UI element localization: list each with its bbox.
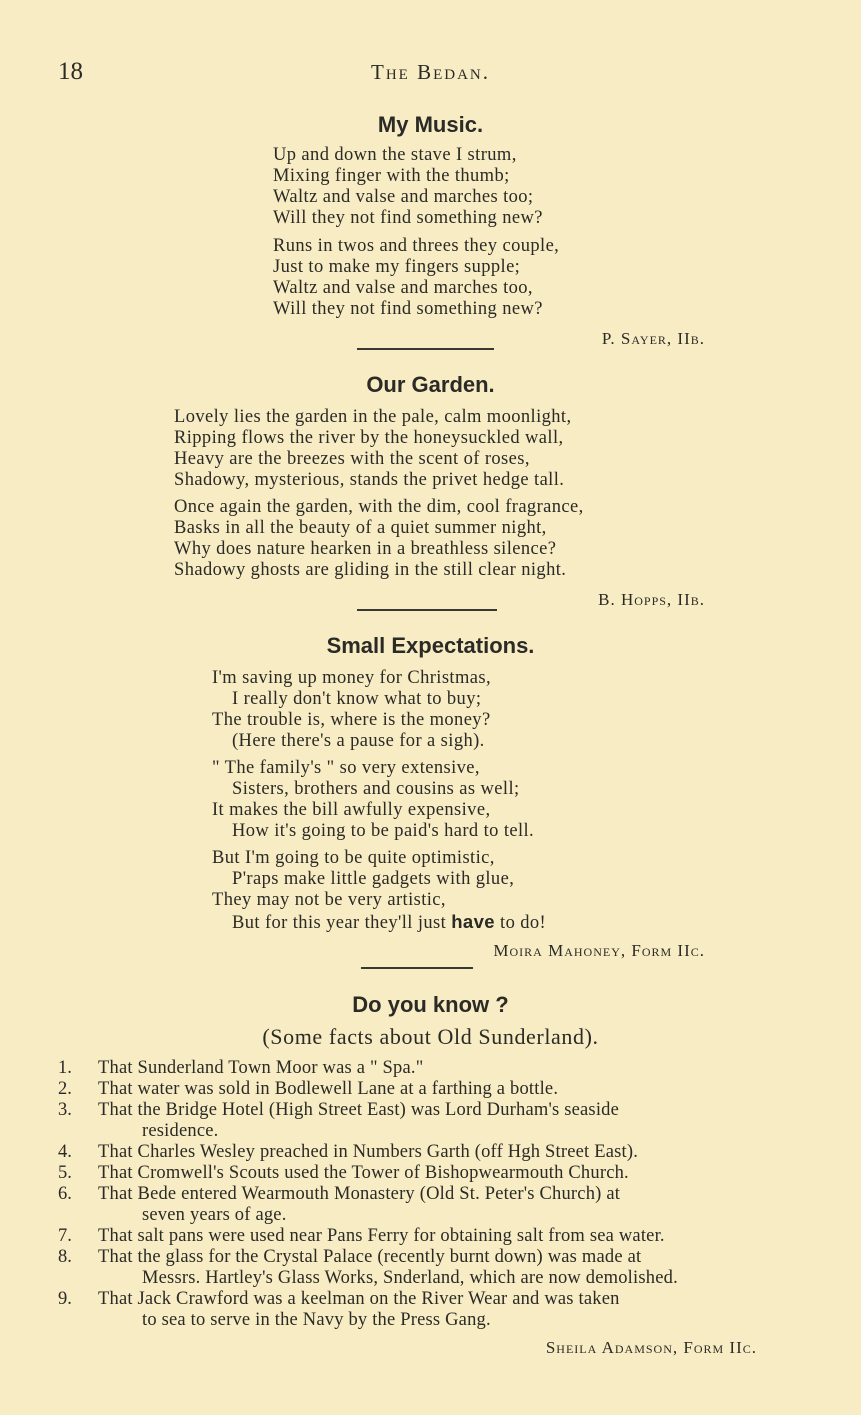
list-item-number: 6. [58, 1184, 72, 1204]
section-author-do-you-know: Sheila Adamson, Form IIc. [545, 1338, 757, 1357]
list-item-number: 1. [58, 1058, 72, 1078]
list-item [58, 1058, 818, 1079]
running-title: The Bedan. [371, 60, 490, 84]
poem-line: Ripping flows the river by the honeysuckled wall, [174, 428, 564, 448]
poem-line [212, 911, 546, 934]
list-item-text: That the Bridge Hotel (High Street East) was Lord Durham's seaside [98, 1100, 620, 1120]
poem-author-our-garden: B. Hopps, IIb. [598, 590, 705, 609]
poem-line: Will they not find something new? [273, 208, 543, 228]
list-item [58, 1184, 818, 1226]
list-item [58, 1079, 818, 1100]
list-item-number: 4. [58, 1142, 72, 1162]
list-item-continuation: Messrs. Hartley's Glass Works, Snderland, which are now demolished. [142, 1268, 678, 1288]
emphasis-have: have [451, 911, 495, 932]
list-item-text: That Cromwell's Scouts used the Tower of Bishopwearmouth Church. [98, 1163, 629, 1183]
list-item-continuation: seven years of age. [142, 1205, 287, 1225]
poem-author-small-expectations: Moira Mahoney, Form IIc. [493, 941, 705, 960]
list-item-continuation: to sea to serve in the Navy by the Press Gang. [142, 1310, 491, 1330]
poem-our-garden-stanza-1 [174, 407, 572, 491]
poem-title-our-garden: Our Garden. [366, 372, 495, 397]
poem-line-text: But for this year they'll just [232, 913, 452, 933]
list-item [58, 1247, 818, 1289]
poem-line: They may not be very artistic, [212, 890, 446, 910]
poem-line: I'm saving up money for Christmas, [212, 668, 491, 688]
section-subtitle: (Some facts about Old Sunderland). [262, 1024, 599, 1049]
poem-my-music-stanza-2 [273, 236, 559, 320]
poem-line: Lovely lies the garden in the pale, calm moonlight, [174, 407, 572, 427]
list-item [58, 1163, 818, 1184]
poem-line: The trouble is, where is the money? [212, 710, 491, 730]
poem-line: Once again the garden, with the dim, cool fragrance, [174, 497, 584, 517]
poem-line-text: to do! [495, 913, 547, 933]
list-item-continuation: residence. [142, 1121, 219, 1141]
section-divider [357, 348, 494, 350]
list-item-text: That water was sold in Bodlewell Lane at a farthing a bottle. [98, 1079, 559, 1099]
poem-small-expectations-stanza-2 [212, 758, 534, 842]
poem-line: Waltz and valse and marches too, [273, 278, 533, 298]
poem-line: Just to make my fingers supple; [273, 257, 521, 277]
poem-small-expectations-stanza-1 [212, 668, 491, 752]
list-item-text: That salt pans were used near Pans Ferry for obtaining salt from sea water. [98, 1226, 665, 1246]
list-item-text: That Bede entered Wearmouth Monastery (Old St. Peter's Church) at [98, 1184, 621, 1204]
poem-line: Heavy are the breezes with the scent of roses, [174, 449, 530, 469]
poem-small-expectations-stanza-3 [212, 848, 546, 934]
poem-line: Sisters, brothers and cousins as well; [232, 779, 520, 799]
facts-list [58, 1058, 818, 1331]
poem-title-small-expectations: Small Expectations. [326, 633, 535, 658]
poem-line: P'raps make little gadgets with glue, [232, 869, 515, 889]
poem-line: (Here there's a pause for a sigh). [232, 731, 485, 751]
poem-line: " The family's " so very extensive, [212, 758, 480, 778]
list-item-text: That Sunderland Town Moor was a " Spa." [98, 1058, 424, 1078]
poem-line: Mixing finger with the thumb; [273, 166, 510, 186]
list-item [58, 1226, 818, 1247]
poem-line: Up and down the stave I strum, [273, 145, 517, 165]
poem-title-my-music: My Music. [377, 112, 484, 137]
poem-our-garden-stanza-2 [174, 497, 584, 581]
list-item-text: That Jack Crawford was a keelman on the River Wear and was taken [98, 1289, 620, 1309]
poem-my-music-stanza-1 [273, 145, 543, 229]
section-title-do-you-know: Do you know ? [352, 992, 509, 1017]
list-item-number: 9. [58, 1289, 72, 1309]
list-item-number: 2. [58, 1079, 72, 1099]
list-item-number: 8. [58, 1247, 72, 1267]
poem-author-my-music: P. Sayer, IIb. [601, 329, 705, 348]
poem-line: Basks in all the beauty of a quiet summer night, [174, 518, 547, 538]
list-item [58, 1100, 818, 1142]
poem-line: Shadowy, mysterious, stands the privet hedge tall. [174, 470, 565, 490]
section-divider [361, 967, 473, 969]
poem-line: Runs in twos and threes they couple, [273, 236, 560, 256]
list-item-number: 3. [58, 1100, 72, 1120]
poem-line: I really don't know what to buy; [232, 689, 482, 709]
page-number: 18 [58, 58, 83, 85]
poem-line: How it's going to be paid's hard to tell. [232, 821, 535, 841]
section-divider [357, 609, 497, 611]
poem-line: It makes the bill awfully expensive, [212, 800, 491, 820]
poem-line: Waltz and valse and marches too; [273, 187, 534, 207]
list-item [58, 1289, 818, 1331]
poem-line: Shadowy ghosts are gliding in the still clear night. [174, 560, 567, 580]
list-item-text: That Charles Wesley preached in Numbers Garth (off Hgh Street East). [98, 1142, 639, 1162]
poem-line: But I'm going to be quite optimistic, [212, 848, 495, 868]
list-item [58, 1142, 818, 1163]
poem-line: Will they not find something new? [273, 299, 543, 319]
poem-line: Why does nature hearken in a breathless silence? [174, 539, 557, 559]
list-item-text: That the glass for the Crystal Palace (recently burnt down) was made at [98, 1247, 642, 1267]
list-item-number: 5. [58, 1163, 72, 1183]
list-item-number: 7. [58, 1226, 72, 1246]
